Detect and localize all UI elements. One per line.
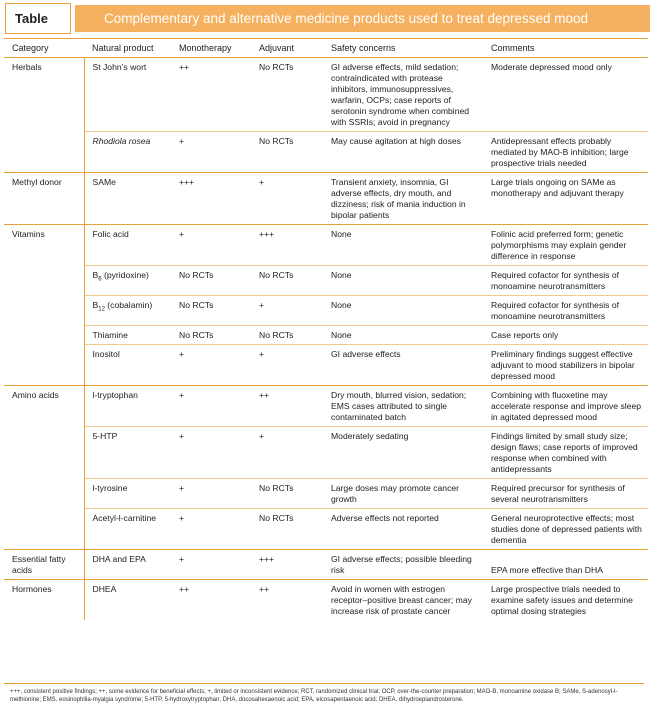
product-subscript: 12 xyxy=(98,306,105,313)
monotherapy-cell: ++ xyxy=(179,584,190,594)
monotherapy-cell: + xyxy=(171,386,251,427)
table-row xyxy=(4,345,648,386)
safety-cell: Adverse effects not reported xyxy=(323,509,483,550)
table-row xyxy=(4,550,648,580)
monotherapy-cell: + xyxy=(171,509,251,550)
adjuvant-cell: No RCTs xyxy=(251,479,323,509)
comments-cell: General neuroprotective effects; most studies done of depressed patients with dementia xyxy=(483,509,648,550)
comments-cell: Combining with fluoxetine may accelerate response and improve sleep in agitated depressed mood xyxy=(483,386,648,427)
category-herbals: Herbals xyxy=(4,58,84,173)
table-banner xyxy=(0,0,650,36)
comments-cell: Antidepressant effects probably mediated by MAO-B inhibition; large prospective trials needed xyxy=(483,132,648,173)
adjuvant-cell: No RCTs xyxy=(251,58,323,132)
adjuvant-cell: + xyxy=(251,296,323,326)
category-hormones: Hormones xyxy=(4,580,84,621)
monotherapy-cell: + xyxy=(171,132,251,173)
safety-cell: Dry mouth, blurred vision, sedation; EMS cases attributed to single contaminated batch xyxy=(323,386,483,427)
table-row xyxy=(4,225,648,266)
safety-cell: Avoid in women with estrogen receptor–positive breast cancer; may increase risk of prostate cancer xyxy=(331,584,472,616)
product-italic: Rhodiola rosea xyxy=(92,136,151,146)
comments-cell: Findings limited by small study size; design flaws; case reports of improved response when combined with antidepressants xyxy=(483,427,648,479)
safety-cell: GI adverse effects xyxy=(323,345,483,386)
col-header-adjuvant: Adjuvant xyxy=(251,39,323,58)
adjuvant-cell: No RCTs xyxy=(251,326,323,345)
product-cell: l-tyrosine xyxy=(84,479,171,509)
monotherapy-cell: + xyxy=(171,225,251,266)
comments-cell: Large prospective trials needed to examine safety issues and determine optimal dosing strategies xyxy=(491,584,633,616)
col-header-monotherapy: Monotherapy xyxy=(171,39,251,58)
safety-cell: May cause agitation at high doses xyxy=(323,132,483,173)
comments-cell: Moderate depressed mood only xyxy=(483,58,648,132)
comments-cell: EPA more effective than DHA xyxy=(483,550,648,580)
product-cell xyxy=(84,132,171,173)
product-cell: l-tryptophan xyxy=(84,386,171,427)
safety-cell: Large doses may promote cancer growth xyxy=(323,479,483,509)
category-essential-fatty-acids: Essential fatty acids xyxy=(4,550,84,580)
adjuvant-cell: +++ xyxy=(251,225,323,266)
safety-cell: GI adverse effects; possible bleeding risk xyxy=(323,550,483,580)
product-base: B xyxy=(92,270,99,280)
product-cell: St John’s wort xyxy=(84,58,171,132)
product-cell: SAMe xyxy=(84,173,171,225)
comments-cell: Case reports only xyxy=(483,326,648,345)
safety-cell: None xyxy=(323,296,483,326)
safety-cell: GI adverse effects, mild sedation; contraindicated with protease inhibitors, immunosuppressives, warfarin, OCPs; case reports of serotonin syndrome when combined with SSRIs; avoid in pregnancy xyxy=(323,58,483,132)
product-cell: DHEA xyxy=(92,584,117,594)
monotherapy-cell: + xyxy=(171,345,251,386)
adjuvant-cell: +++ xyxy=(251,550,323,580)
product-cell: Acetyl-l-carnitine xyxy=(84,509,171,550)
adjuvant-cell: ++ xyxy=(251,386,323,427)
safety-cell: None xyxy=(323,326,483,345)
table-title: Complementary and alternative medicine products used to treat depressed mood xyxy=(75,5,650,32)
adjuvant-cell: + xyxy=(251,173,323,225)
table-row xyxy=(4,296,648,326)
table-row xyxy=(4,509,648,550)
safety-cell: Transient anxiety, insomnia, GI adverse effects, dry mouth, and dizziness; risk of mania induction in bipolar patients xyxy=(323,173,483,225)
table-footnote: +++, consistent positive findings; ++, some evidence for beneficial effects; +, limited or inconsistent evidence; RCT, randomized clinical trial; OCP, over-the-counter preparation; MAO-B, monoamine oxidase B; SAMe, S-adenosyl-l-methionine; EMS, eosinophilia-myalgia syndrome; 5-HTP, 5-hydroxytryptophan; DHA, docosahexaenoic acid; EPA, eicosapentaenoic acid; DHEA, dihydroepiandrosterone. xyxy=(4,683,644,704)
product-cell: DHA and EPA xyxy=(84,550,171,580)
col-header-comments: Comments xyxy=(483,39,648,58)
monotherapy-cell: No RCTs xyxy=(171,266,251,296)
adjuvant-cell: No RCTs xyxy=(251,266,323,296)
safety-cell: None xyxy=(323,225,483,266)
table-row xyxy=(4,132,648,173)
adjuvant-cell: No RCTs xyxy=(251,132,323,173)
comments-cell: Large trials ongoing on SAMe as monotherapy and adjuvant therapy xyxy=(483,173,648,225)
adjuvant-cell: + xyxy=(251,345,323,386)
table-row xyxy=(4,58,648,132)
safety-cell: Moderately sedating xyxy=(323,427,483,479)
comments-cell: Preliminary findings suggest effective adjuvant to mood stabilizers in bipolar depressed mood xyxy=(483,345,648,386)
monotherapy-cell: + xyxy=(171,550,251,580)
category-vitamins: Vitamins xyxy=(4,225,84,386)
monotherapy-cell: No RCTs xyxy=(171,296,251,326)
monotherapy-cell: + xyxy=(171,427,251,479)
adjuvant-cell: ++ xyxy=(259,584,270,594)
product-cell xyxy=(84,266,171,296)
monotherapy-cell: ++ xyxy=(171,58,251,132)
table-row xyxy=(4,386,648,427)
product-cell: Folic acid xyxy=(84,225,171,266)
adjuvant-cell: No RCTs xyxy=(251,509,323,550)
product-rest: (pyridoxine) xyxy=(101,270,149,280)
col-header-safety-concerns: Safety concerns xyxy=(323,39,483,58)
product-cell xyxy=(84,296,171,326)
header-row xyxy=(4,39,648,58)
safety-cell: None xyxy=(323,266,483,296)
table-tab-label: Table xyxy=(5,3,71,34)
col-header-natural-product: Natural product xyxy=(84,39,171,58)
monotherapy-cell: +++ xyxy=(171,173,251,225)
table-row xyxy=(4,173,648,225)
table-row xyxy=(4,479,648,509)
comments-cell: Folinic acid preferred form; genetic polymorphisms may explain gender difference in response xyxy=(483,225,648,266)
category-methyl-donor: Methyl donor xyxy=(4,173,84,225)
comments-cell: Required cofactor for synthesis of monoamine neurotransmitters xyxy=(483,266,648,296)
product-rest: (cobalamin) xyxy=(104,300,153,310)
product-subscript: 6 xyxy=(98,276,102,283)
table-row xyxy=(4,427,648,479)
table-row xyxy=(4,326,648,345)
comments-cell: Required cofactor for synthesis of monoamine neurotransmitters xyxy=(483,296,648,326)
product-cell: 5-HTP xyxy=(84,427,171,479)
table-row xyxy=(4,580,648,621)
product-base: B xyxy=(92,300,99,310)
monotherapy-cell: No RCTs xyxy=(171,326,251,345)
category-amino-acids: Amino acids xyxy=(4,386,84,550)
product-cell: Inositol xyxy=(84,345,171,386)
product-cell: Thiamine xyxy=(84,326,171,345)
col-header-category: Category xyxy=(4,39,84,58)
monotherapy-cell: + xyxy=(171,479,251,509)
table-row xyxy=(4,266,648,296)
cam-products-table xyxy=(4,38,648,620)
adjuvant-cell: + xyxy=(251,427,323,479)
comments-cell: Required precursor for synthesis of several neurotransmitters xyxy=(483,479,648,509)
